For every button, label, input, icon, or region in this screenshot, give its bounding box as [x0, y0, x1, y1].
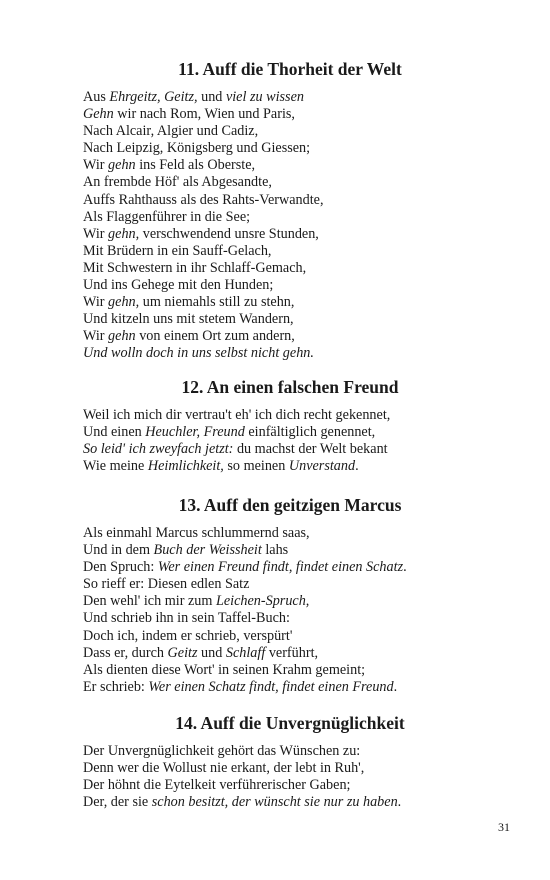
verse-segment-italic: gehn [108, 328, 136, 345]
verse-segment: Doch ich, indem er schrieb, verspürt' [83, 627, 293, 644]
verse-segment: Dass er, durch [83, 644, 168, 661]
poem-11 [83, 58, 483, 363]
verse-line [83, 424, 483, 441]
verse-segment-italic: Und wolln doch in uns selbst nicht gehn. [83, 345, 314, 362]
verse-segment: Der höhnt die Eytelkeit verführerischer Gaben; [83, 777, 351, 794]
verse-segment-italic: Gehn [83, 106, 114, 123]
poem-13 [83, 494, 483, 696]
verse-segment: Er schrieb: [83, 678, 149, 695]
poem-14 [83, 712, 483, 811]
verse-segment: und [197, 644, 226, 661]
poem-title: 14. Auff die Unvergnüglichkeit [175, 713, 405, 733]
page-number: 31 [498, 820, 510, 834]
verse-segment: Auffs Rahthauss als des Rahts-Verwandte, [83, 191, 324, 208]
verse-segment: Wir [83, 225, 109, 242]
verse-segment: Wir [83, 328, 109, 345]
verse-segment-italic: schon besitzt, der wünscht sie nur zu haben [151, 794, 398, 811]
verse-segment: einfältiglich genennet, [244, 424, 376, 441]
verse-segment: Und in dem [83, 542, 154, 559]
verse-segment: Mit Schwestern in ihr Schlaff-Gemach, [83, 259, 307, 276]
verse-segment-italic: Wer einen Schatz findt, findet einen Freund [148, 678, 394, 695]
verse-line [83, 260, 483, 277]
verse-segment: . [403, 559, 407, 576]
verse-segment: verführt, [265, 644, 319, 661]
verse-segment: und [197, 89, 226, 105]
verse-segment: Wie meine [83, 458, 148, 475]
poem-body [83, 89, 483, 363]
verse-segment: . [397, 794, 402, 811]
verse-line [83, 174, 483, 191]
poem-title: 13. Auff den geitzigen Marcus [178, 495, 402, 515]
verse-segment: Als Flaggenführer in die See; [83, 208, 251, 225]
verse-segment: Nach Leipzig, Königsberg und Giessen; [83, 140, 311, 157]
verse-segment-italic: Geitz [167, 644, 198, 661]
verse-line [83, 192, 483, 209]
verse-segment: Und schrieb ihn in sein Taffel-Buch: [83, 610, 290, 627]
verse-line [83, 662, 483, 679]
verse-segment: wir nach Rom, Wien und Paris, [113, 106, 295, 123]
verse-segment: Der, der sie [83, 794, 152, 811]
verse-segment: An frembde Höf' als Abgesandte, [83, 174, 272, 191]
verse-line [83, 777, 483, 794]
verse-segment-italic: Wer einen Freund findt, findet einen Schatz [157, 559, 404, 576]
poem-title: 11. Auff die Thorheit der Welt [178, 59, 402, 79]
verse-segment: So rieff er: Diesen edlen Satz [83, 576, 250, 593]
verse-segment: Wir [83, 157, 109, 174]
verse-segment-italic: Heuchler, Freund [145, 424, 245, 441]
verse-segment: ins Feld als Oberste, [135, 157, 256, 174]
verse-segment: Der Unvergnüglichkeit gehört das Wünschen zu: [83, 743, 361, 759]
verse-segment: Weil ich mich dir vertrau't eh' ich dich recht gekennet, [83, 407, 391, 423]
verse-line [83, 441, 483, 458]
poem-body [83, 743, 483, 811]
verse-line [83, 328, 483, 345]
verse-segment: um niemahls still zu stehn, [139, 294, 295, 311]
verse-line [83, 679, 483, 696]
verse-line [83, 542, 483, 559]
verse-segment-italic: Buch der Weissheit [153, 542, 262, 559]
verse-segment: Wir [83, 294, 109, 311]
verse-line [83, 645, 483, 662]
verse-line [83, 106, 483, 123]
verse-line [83, 157, 483, 174]
verse-line [83, 610, 483, 627]
verse-segment-italic: Schlaff [225, 644, 266, 661]
verse-segment: Denn wer die Wollust nie erkant, der lebt in Ruh', [83, 760, 365, 777]
poem-body [83, 407, 483, 475]
verse-segment: du machst der Welt bekant [233, 441, 388, 458]
verse-segment-italic: gehn [108, 157, 136, 174]
verse-segment: Den Spruch: [83, 559, 158, 576]
verse-segment: Und kitzeln uns mit stetem Wandern, [83, 311, 294, 328]
verse-segment-italic: So leid' ich zweyfach jetzt: [83, 441, 234, 458]
verse-segment-italic: viel zu wissen [225, 89, 304, 105]
verse-line [83, 294, 483, 311]
verse-line [83, 243, 483, 260]
verse-segment-italic: gehn, [108, 294, 140, 311]
verse-line [83, 559, 483, 576]
verse-segment: Und einen [83, 424, 146, 441]
verse-segment: Nach Alcair, Algier und Cadiz, [83, 123, 259, 140]
verse-segment: . [393, 678, 398, 695]
verse-segment: von einem Ort zum andern, [135, 328, 295, 345]
verse-line [83, 794, 483, 811]
poem-12 [83, 376, 483, 475]
verse-line [83, 140, 483, 157]
verse-segment: so meinen [223, 458, 289, 475]
verse-segment: Als dienten diese Wort' in seinen Krahm gemeint; [83, 661, 366, 678]
verse-line [83, 277, 483, 294]
verse-segment: lahs [261, 542, 289, 559]
verse-segment-italic: Ehrgeitz, Geitz, [109, 89, 198, 105]
verse-segment-italic: Heimlichkeit, [147, 458, 224, 475]
verse-line [83, 123, 483, 140]
verse-line [83, 407, 483, 424]
verse-line [83, 311, 483, 328]
poem-title: 12. An einen falschen Freund [181, 377, 399, 397]
verse-segment: Und ins Gehege mit den Hunden; [83, 277, 274, 294]
verse-line [83, 345, 483, 362]
verse-line [83, 628, 483, 645]
verse-line [83, 743, 483, 760]
verse-segment: Als einmahl Marcus schlummernd saas, [83, 525, 310, 541]
verse-line [83, 593, 483, 610]
verse-segment-italic: Leichen-Spruch, [215, 593, 310, 610]
verse-line [83, 226, 483, 243]
verse-line [83, 525, 483, 542]
verse-line [83, 458, 483, 475]
verse-segment: Den wehl' ich mir zum [83, 593, 216, 610]
verse-line [83, 760, 483, 777]
verse-segment: Aus [83, 89, 110, 105]
verse-segment: . [355, 458, 359, 475]
verse-segment: verschwendend unsre Stunden, [139, 225, 319, 242]
verse-segment-italic: Unverstand [288, 458, 356, 475]
verse-segment: Mit Brüdern in ein Sauff-Gelach, [83, 242, 272, 259]
verse-line [83, 209, 483, 226]
poem-body [83, 525, 483, 696]
verse-line [83, 576, 483, 593]
verse-segment-italic: gehn, [108, 225, 140, 242]
verse-line [83, 89, 483, 106]
